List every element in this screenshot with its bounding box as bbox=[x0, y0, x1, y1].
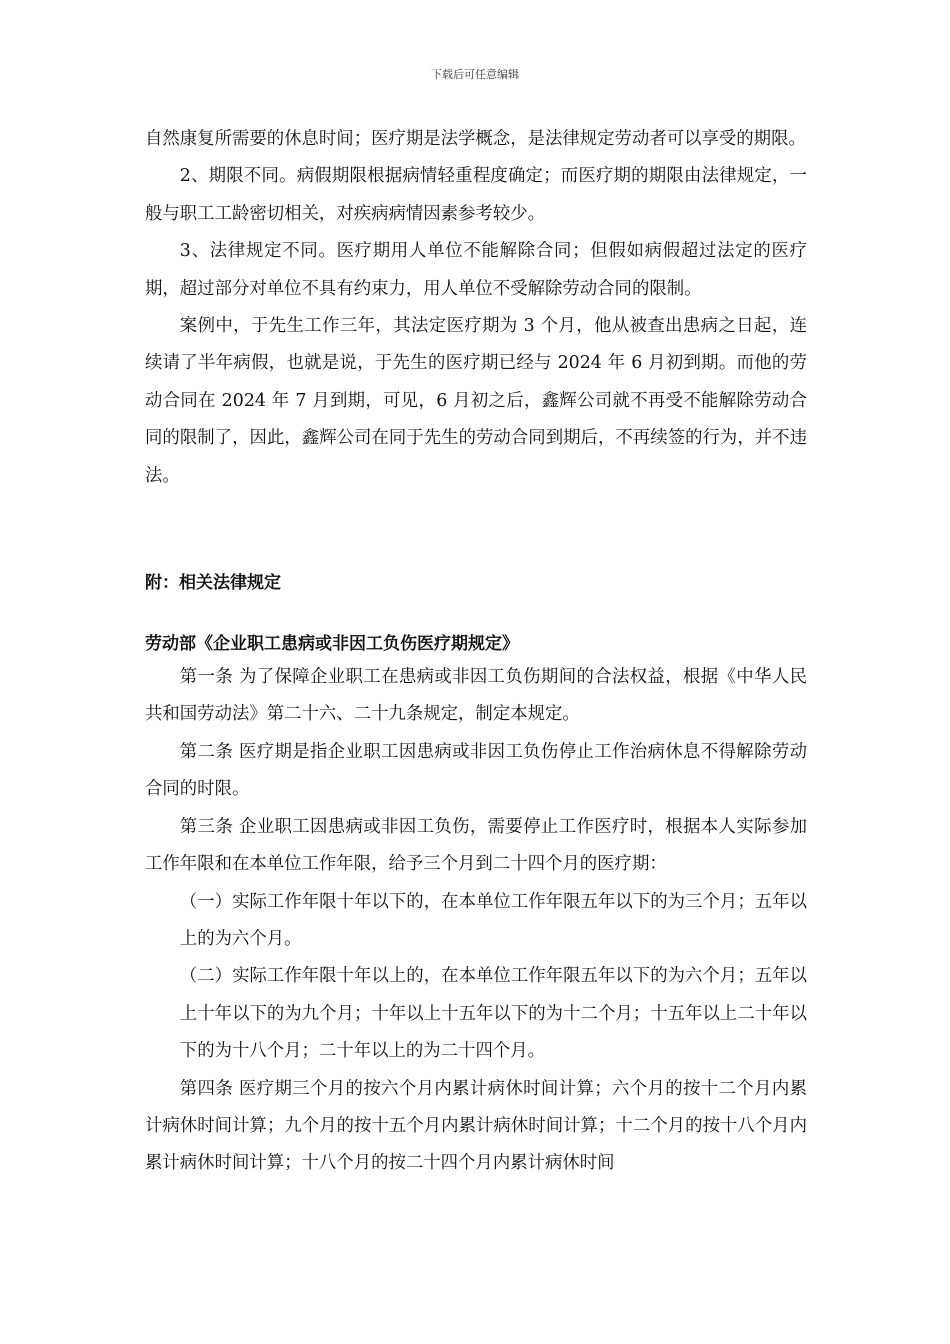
section-spacer bbox=[145, 495, 807, 568]
article-1: 第一条 为了保障企业职工在患病或非因工负伤期间的合法权益，根据《中华人民共和国劳动法》第二十六、二十九条规定，制定本规定。 bbox=[145, 667, 807, 725]
article-3-item-1: （一）实际工作年限十年以下的，在本单位工作年限五年以下的为三个月；五年以上的为六个月。 bbox=[179, 891, 807, 949]
paragraph-case-analysis: 案例中，于先生工作三年，其法定医疗期为 3 个月，他从被查出患病之日起，连续请了半年病假，也就是说，于先生的医疗期已经与 2024 年 6 月初到期。而他的劳动合同在 2024 年 7 月到期，可见，6 月初之后，鑫辉公司就不再受不能解除劳动合同的限制了，因此，鑫辉公司在同于先生的劳动合同到期后，不再续签的行为，并不违法。 bbox=[145, 316, 807, 486]
section-spacer bbox=[145, 598, 807, 629]
article-3: 第三条 企业职工因患病或非因工负伤，需要停止工作医疗时，根据本人实际参加工作年限和在本单位工作年限，给予三个月到二十四个月的医疗期： bbox=[145, 816, 807, 875]
article-2: 第二条 医疗期是指企业职工因患病或非因工负伤停止工作治病休息不得解除劳动合同的时限。 bbox=[145, 741, 807, 800]
paragraph-point-3: 3、法律规定不同。医疗期用人单位不能解除合同；但假如病假超过法定的医疗期，超过部分对单位不具有约束力，用人单位不受解除劳动合同的限制。 bbox=[145, 241, 807, 299]
appendix-heading: 附：相关法律规定 bbox=[145, 573, 281, 594]
law-title: 劳动部《企业职工患病或非因工负伤医疗期规定》 bbox=[145, 634, 519, 655]
article-4: 第四条 医疗期三个月的按六个月内累计病休时间计算；六个月的按十二个月内累计病休时间计算；九个月的按十五个月内累计病休时间计算；十二个月的按十八个月内累计病休时间计算；十八个月的按二十四个月内累计病休时间 bbox=[145, 1078, 807, 1174]
article-3-item-2: （二）实际工作年限十年以上的，在本单位工作年限五年以下的为六个月；五年以上十年以下的为九个月；十年以上十五年以下的为十二个月；十五年以上二十年以下的为十八个月；二十年以上的为二十四个月。 bbox=[179, 966, 807, 1062]
paragraph-definition-end: 自然康复所需要的休息时间；医疗期是法学概念，是法律规定劳动者可以享受的期限。 bbox=[145, 129, 806, 149]
document-body bbox=[145, 121, 807, 1183]
page-header: 下载后可任意编辑 bbox=[431, 68, 519, 81]
paragraph-point-2: 2、期限不同。病假期限根据病情轻重程度确定；而医疗期的期限由法律规定，一般与职工工龄密切相关，对疾病病情因素参考较少。 bbox=[145, 166, 807, 224]
